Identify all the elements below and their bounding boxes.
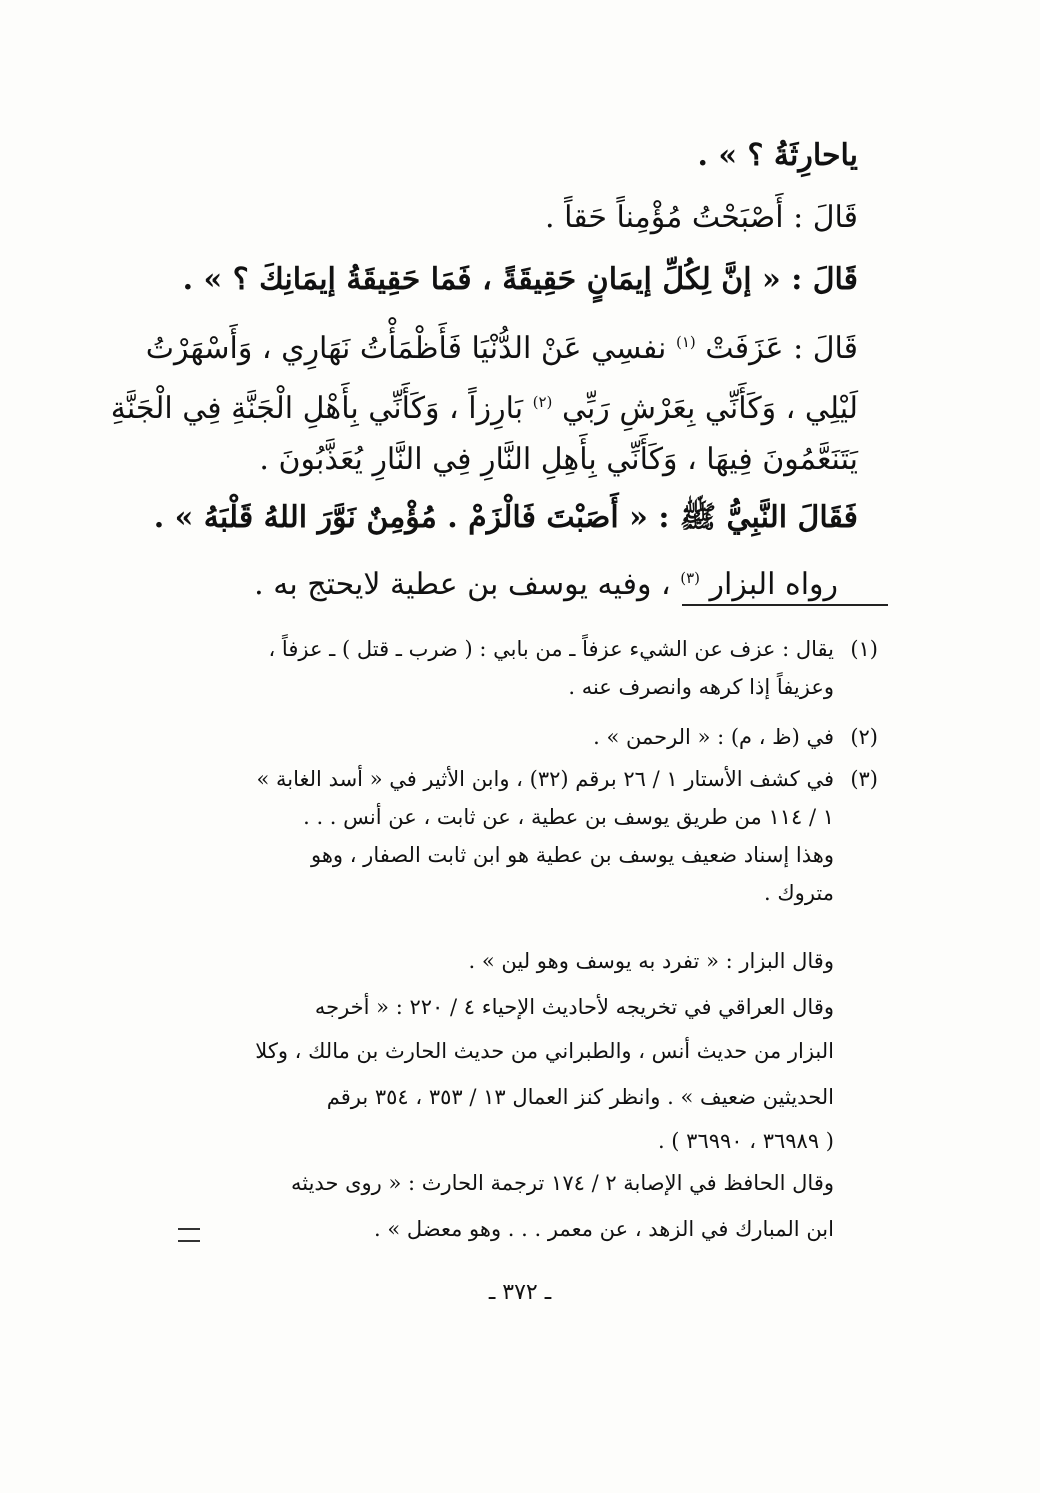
footnote-ref-1: (١) bbox=[675, 333, 696, 351]
footnote-line: وهذا إسناد ضعيف يوسف بن عطية هو ابن ثابت الصفار ، وهو bbox=[310, 843, 834, 867]
footnote-3 bbox=[158, 760, 878, 912]
body-line-3: قَالَ : « إنَّ لِكُلِّ إيمَانٍ حَقِيقَةً ، فَمَا حَقِيقَةُ إيمَانِكَ ؟ » . bbox=[182, 262, 858, 297]
footnote-paragraph: ابن المبارك في الزهد ، عن معمر . . . وهو معضل » . bbox=[374, 1217, 834, 1241]
footnote-separator bbox=[682, 604, 888, 606]
body-line-2: قَالَ : أَصْبَحْتُ مُؤْمِناً حَقاً . bbox=[545, 200, 858, 235]
footnote-number: (١) bbox=[850, 637, 878, 661]
footnote-line: يقال : عزف عن الشيء عزفاً ـ من بابي : ( ضرب ـ قتل ) ـ عزفاً ، bbox=[268, 637, 834, 661]
body-line-6: يَتَنَعَّمُونَ فِيهَا ، وَكَأَنِّي بِأَهِلِ النَّارِ فِي النَّارِ يُعَذَّبُونَ . bbox=[259, 442, 858, 477]
footnote-line: في كشف الأستار ١ / ٢٦ برقم (٣٢) ، وابن الأثير في « أسد الغابة » bbox=[256, 767, 834, 791]
body-line-4: قَالَ : عَزَفَتْ $^{(١)}$ نفسِي عَنْ الدُّنْيَا فَأَظْمَأْتُ نَهَارِي ، وَأَسْهَرْتُ bbox=[145, 331, 858, 366]
footnote-paragraph: وقال الحافظ في الإصابة ٢ / ١٧٤ ترجمة الحارث : « روى حديثه bbox=[290, 1171, 834, 1195]
footnote-ref-3: (٣) bbox=[680, 569, 700, 587]
continuation-mark bbox=[178, 1228, 200, 1242]
body-line-7: فَقَالَ النَّبِيُّ ﷺ : « أَصَبْتَ فَالْزَمْ . مُؤْمِنٌ نَوَّرَ اللهُ قَلْبَهُ » . bbox=[153, 500, 858, 535]
footnote-paragraph: الحديثين ضعيف » . وانظر كنز العمال ١٣ / ٣٥٣ ، ٣٥٤ برقم bbox=[326, 1085, 834, 1109]
footnote-1 bbox=[158, 630, 878, 706]
footnote-number: (٣) bbox=[850, 767, 878, 791]
body-line-1: ياحارِثَةُ ؟ » . bbox=[697, 138, 858, 173]
page-number: ـ ٣٧٢ ـ bbox=[488, 1280, 552, 1305]
footnote-paragraph: البزار من حديث أنس ، والطبراني من حديث الحارث بن مالك ، وكلا bbox=[255, 1039, 834, 1063]
footnote-line: متروك . bbox=[764, 881, 834, 905]
footnote-line: في (ظ ، م) : « الرحمن » . bbox=[593, 725, 834, 749]
footnote-paragraph: وقال العراقي في تخريجه لأحاديث الإحياء ٤ / ٢٢٠ : « أخرجه bbox=[314, 995, 834, 1019]
footnote-line: ١ / ١١٤ من طريق يوسف بن عطية ، عن ثابت ، عن أنس . . . bbox=[303, 805, 834, 829]
footnote-paragraph: ( ٣٦٩٨٩ ، ٣٦٩٩٠ ) . bbox=[657, 1129, 834, 1153]
footnote-2 bbox=[158, 718, 878, 756]
body-line-8: رواه البزار $^{(٣)}$ ، وفيه يوسف بن عطية لايحتج به . bbox=[254, 567, 838, 602]
footnote-number: (٢) bbox=[850, 725, 878, 749]
footnote-ref-2: (٢) bbox=[532, 393, 553, 411]
footnote-paragraph: وقال البزار : « تفرد به يوسف وهو لين » . bbox=[468, 949, 834, 973]
footnote-line: وعزيفاً إذا كرهه وانصرف عنه . bbox=[568, 675, 834, 699]
body-line-5: لَيْلِي ، وَكَأَنِّي بِعَرْشِ رَبِّي $^{(٢)}$ بَارِزاً ، وَكَأَنِّي بِأَهْلِ الْجَنَّةِ فِي الْجَنَّةِ bbox=[110, 391, 858, 426]
